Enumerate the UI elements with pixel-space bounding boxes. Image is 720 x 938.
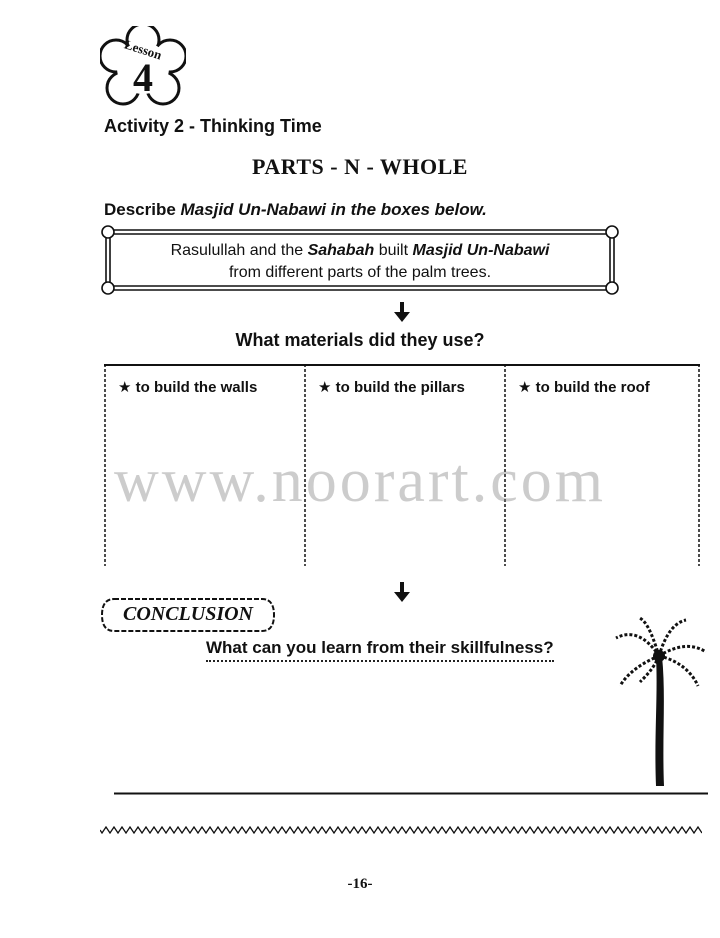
lesson-label: Lesson — [122, 36, 164, 63]
scroll-line-1 — [120, 240, 600, 262]
scroll-line-2: from different parts of the palm trees. — [228, 264, 492, 281]
scroll-text-part1: Rasulullah and the — [170, 242, 308, 259]
column-pillars-label: to build the pillars — [335, 379, 465, 396]
conclusion-badge — [100, 596, 276, 634]
column-roof-label: to build the roof — [535, 379, 650, 396]
column-pillars — [318, 378, 465, 396]
arrow-down-icon — [392, 302, 412, 322]
scroll-text — [120, 240, 600, 284]
column-walls — [118, 378, 257, 396]
column-roof — [518, 378, 650, 396]
worksheet-title: PARTS - N - WHOLE — [252, 154, 468, 179]
instruction-prefix: Describe — [104, 200, 181, 219]
lesson-badge — [100, 26, 186, 112]
activity-title: Activity 2 - Thinking Time — [104, 116, 322, 136]
answer-line — [114, 792, 708, 795]
scroll-text-part2: built — [374, 242, 413, 259]
decorative-divider — [100, 826, 702, 834]
question-learn: What can you learn from their skillfulness? — [206, 638, 554, 662]
star-icon: ★ — [518, 379, 532, 396]
column-walls-label: to build the walls — [135, 379, 258, 396]
instruction-italic: Masjid Un-Nabawi in the boxes below. — [180, 200, 487, 219]
lesson-number: 4 — [133, 55, 153, 100]
sahabah-text: Sahabah — [307, 242, 375, 259]
conclusion-label: CONCLUSION — [122, 603, 254, 625]
masjid-text: Masjid Un-Nabawi — [412, 242, 550, 259]
palm-tree-icon — [606, 616, 710, 792]
star-icon: ★ — [118, 379, 132, 396]
question-materials: What materials did they use? — [235, 330, 485, 350]
star-icon: ★ — [318, 379, 332, 396]
instruction-text — [104, 200, 487, 220]
arrow-down-icon — [392, 582, 412, 602]
watermark-text: www.noorart.com — [113, 447, 607, 515]
page-number: -16- — [347, 876, 373, 892]
